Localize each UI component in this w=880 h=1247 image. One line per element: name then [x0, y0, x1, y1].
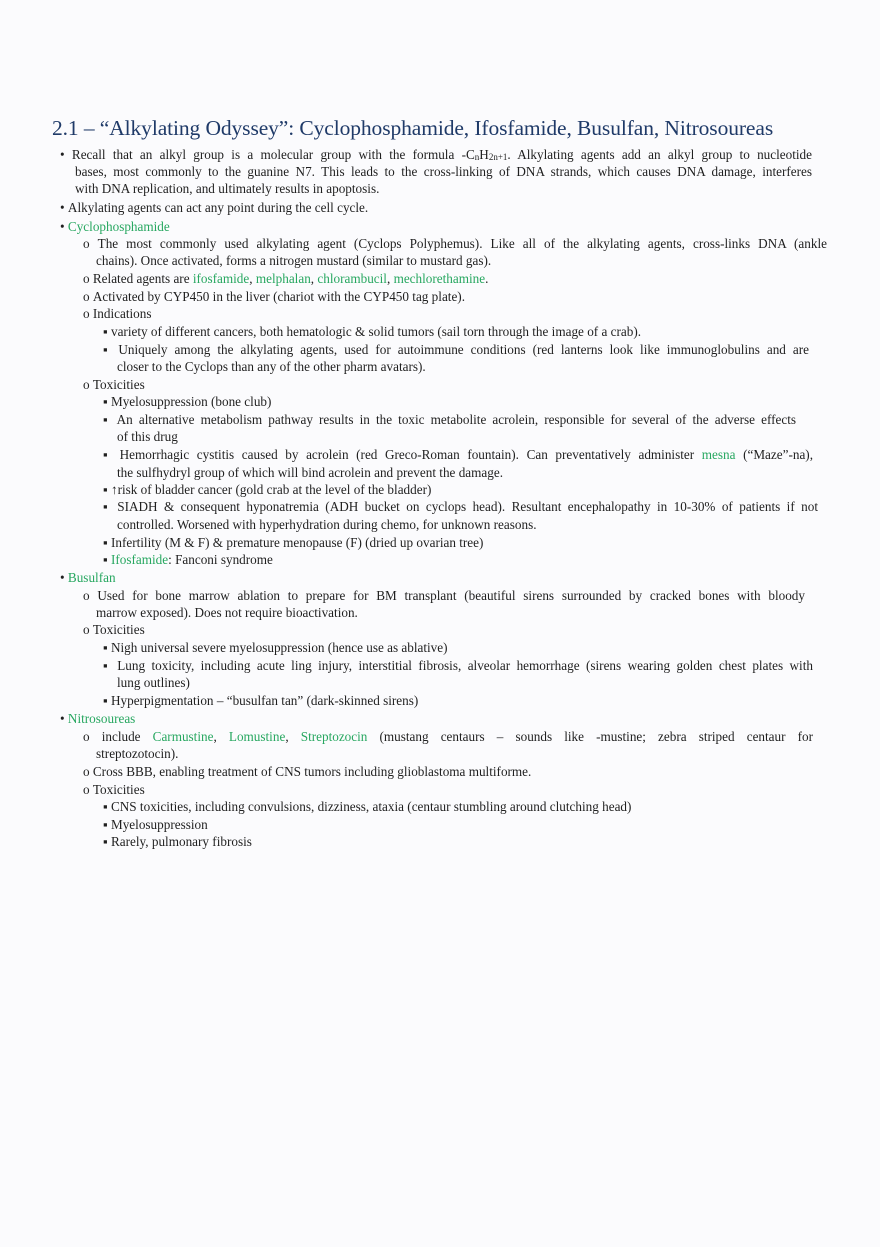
- square-marker: ▪: [103, 499, 111, 514]
- square-marker: ▪: [103, 834, 108, 849]
- sub-bullet-marker: o: [83, 271, 90, 286]
- cyclo-common-line-1: o The most commonly used alkylating agent (Cyclops Polyphemus). Like all of the alkylating agents, cross-links DNA (ankle: [83, 236, 827, 251]
- cyclo-toxicity-6: ▪ Infertility (M & F) & premature menopause (F) (dried up ovarian tree): [103, 535, 484, 550]
- section-nitrosoureas: [60, 710, 135, 727]
- nitro-toxicities-heading: o Toxicities: [83, 782, 145, 797]
- drug-name: Carmustine: [152, 729, 214, 744]
- nitro-toxicity-3: ▪ Rarely, pulmonary fibrosis: [103, 834, 252, 849]
- square-marker: ▪: [103, 658, 111, 673]
- sub-bullet-marker: o: [83, 764, 90, 779]
- cyclo-toxicity-2-line-2: of this drug: [117, 429, 178, 444]
- busulfan-toxicity-2-line-1: ▪ Lung toxicity, including acute ling injury, interstitial fibrosis, alveolar hemorrhage (sirens wearing golden chest plates with: [103, 658, 813, 673]
- cyclo-toxicity-3-line-2: the sulfhydryl group of which will bind acrolein and prevent the damage.: [117, 465, 503, 480]
- cyclo-indications-heading: o Indications: [83, 306, 152, 321]
- cyclo-indication-2-line-2: closer to the Cyclops than any of the other pharm avatars).: [117, 359, 426, 374]
- square-marker: ▪: [103, 693, 108, 708]
- bullet-marker: •: [60, 200, 65, 215]
- section-cyclophosphamide: [60, 218, 170, 235]
- drug-name: Ifosfamide: [110, 552, 169, 567]
- intro-alkyl-line-3: with DNA replication, and ultimately results in apoptosis.: [75, 181, 380, 196]
- cyclo-toxicity-3-line-1: ▪ Hemorrhagic cystitis caused by acrolein (red Greco-Roman fountain). Can preventatively administer mesna (“Maze”-na),: [103, 447, 813, 462]
- cyclo-indication-2-line-1: ▪ Uniquely among the alkylating agents, used for autoimmune conditions (red lanterns look like immunoglobulins and are: [103, 342, 809, 357]
- cyclo-toxicity-5-line-1: ▪ SIADH & consequent hyponatremia (ADH bucket on cyclops head). Resultant encephalopathy in 10-30% of patients if not: [103, 499, 818, 514]
- drug-name: ifosfamide: [192, 271, 250, 286]
- drug-name: chlorambucil: [317, 271, 387, 286]
- sub-bullet-marker: o: [83, 306, 90, 321]
- nitro-toxicity-1: ▪ CNS toxicities, including convulsions, dizziness, ataxia (centaur stumbling around clutching head): [103, 799, 632, 814]
- nitro-toxicity-2: ▪ Myelosuppression: [103, 817, 208, 832]
- busulfan-use-line-2: marrow exposed). Does not require bioactivation.: [96, 605, 358, 620]
- square-marker: ▪: [103, 817, 108, 832]
- intro-alkyl-line-2: bases, most commonly to the guanine N7. This leads to the cross-linking of DNA strands, which causes DNA damage, interferes: [75, 164, 812, 179]
- sub-bullet-marker: o: [83, 588, 90, 603]
- page-title: 2.1 – “Alkylating Odyssey”: Cyclophosphamide, Ifosfamide, Busulfan, Nitrosoureas: [52, 116, 774, 140]
- cyclo-common-line-2: chains). Once activated, forms a nitrogen mustard (similar to mustard gas).: [96, 253, 492, 268]
- bullet-marker: •: [60, 711, 65, 726]
- cyclo-toxicity-2-line-1: ▪ An alternative metabolism pathway results in the toxic metabolite acrolein, responsible for several of the adverse effects: [103, 412, 797, 427]
- drug-name: Busulfan: [67, 570, 116, 585]
- busulfan-toxicities-heading: o Toxicities: [83, 622, 145, 637]
- cyclo-toxicities-heading: o Toxicities: [83, 377, 145, 392]
- cyclo-indication-1: ▪ variety of different cancers, both hematologic & solid tumors (sail torn through the image of a crab).: [103, 324, 642, 339]
- intro-alkyl-line-1: • Recall that an alkyl group is a molecular group with the formula $-C_nH_{2n+1}$. Alkylating agents add an alkyl group to nucleotide: [60, 147, 813, 162]
- drug-name: melphalan: [255, 271, 311, 286]
- nitro-include-line-2: streptozotocin).: [96, 746, 179, 761]
- square-marker: ▪: [103, 482, 108, 497]
- busulfan-use-line-1: o Used for bone marrow ablation to prepare for BM transplant (beautiful sirens surrounded by cracked bones with bloody: [83, 588, 805, 603]
- sub-bullet-marker: o: [83, 782, 90, 797]
- square-marker: ▪: [103, 552, 108, 567]
- cyclo-related-line: o Related agents are ifosfamide, melphalan, chlorambucil, mechlorethamine.: [83, 271, 489, 286]
- square-marker: ▪: [103, 324, 108, 339]
- cyclo-toxicity-7: ▪ Ifosfamide: Fanconi syndrome: [103, 552, 273, 567]
- square-marker: ▪: [103, 412, 111, 427]
- nitro-bbb-line: o Cross BBB, enabling treatment of CNS tumors including glioblastoma multiforme.: [83, 764, 532, 779]
- intro-cycle-line: • Alkylating agents can act any point during the cell cycle.: [60, 200, 369, 215]
- square-marker: ▪: [103, 640, 108, 655]
- cyclo-toxicity-5-line-2: controlled. Worsened with hyperhydration during chemo, for unknown reasons.: [117, 517, 537, 532]
- busulfan-toxicity-3: ▪ Hyperpigmentation – “busulfan tan” (dark-skinned sirens): [103, 693, 419, 708]
- drug-name: Nitrosoureas: [67, 711, 136, 726]
- bullet-marker: •: [60, 219, 65, 234]
- section-busulfan: [60, 569, 116, 586]
- square-marker: ▪: [103, 535, 108, 550]
- cyclo-activated-line: o Activated by CYP450 in the liver (chariot with the CYP450 tag plate).: [83, 289, 465, 304]
- sub-bullet-marker: o: [83, 377, 90, 392]
- bullet-marker: •: [60, 147, 65, 162]
- sub-bullet-marker: o: [83, 622, 90, 637]
- nitro-include-line-1: o include Carmustine, Lomustine, Streptozocin (mustang centaurs – sounds like -mustine; zebra striped centaur for: [83, 729, 814, 744]
- square-marker: ▪: [103, 447, 112, 462]
- square-marker: ▪: [103, 342, 112, 357]
- drug-name: mesna: [701, 447, 736, 462]
- square-marker: ▪: [103, 394, 108, 409]
- bullet-marker: •: [60, 570, 65, 585]
- sub-bullet-marker: o: [83, 729, 90, 744]
- drug-name: Streptozocin: [300, 729, 368, 744]
- sub-bullet-marker: o: [83, 289, 90, 304]
- busulfan-toxicity-2-line-2: lung outlines): [117, 675, 190, 690]
- cyclo-toxicity-1: ▪ Myelosuppression (bone club): [103, 394, 272, 409]
- drug-name: mechlorethamine: [393, 271, 486, 286]
- busulfan-toxicity-1: ▪ Nigh universal severe myelosuppression (hence use as ablative): [103, 640, 448, 655]
- cyclo-toxicity-4: ▪ ↑risk of bladder cancer (gold crab at the level of the bladder): [103, 482, 432, 497]
- sub-bullet-marker: o: [83, 236, 90, 251]
- drug-name: Lomustine: [228, 729, 286, 744]
- square-marker: ▪: [103, 799, 108, 814]
- drug-name: Cyclophosphamide: [67, 219, 170, 234]
